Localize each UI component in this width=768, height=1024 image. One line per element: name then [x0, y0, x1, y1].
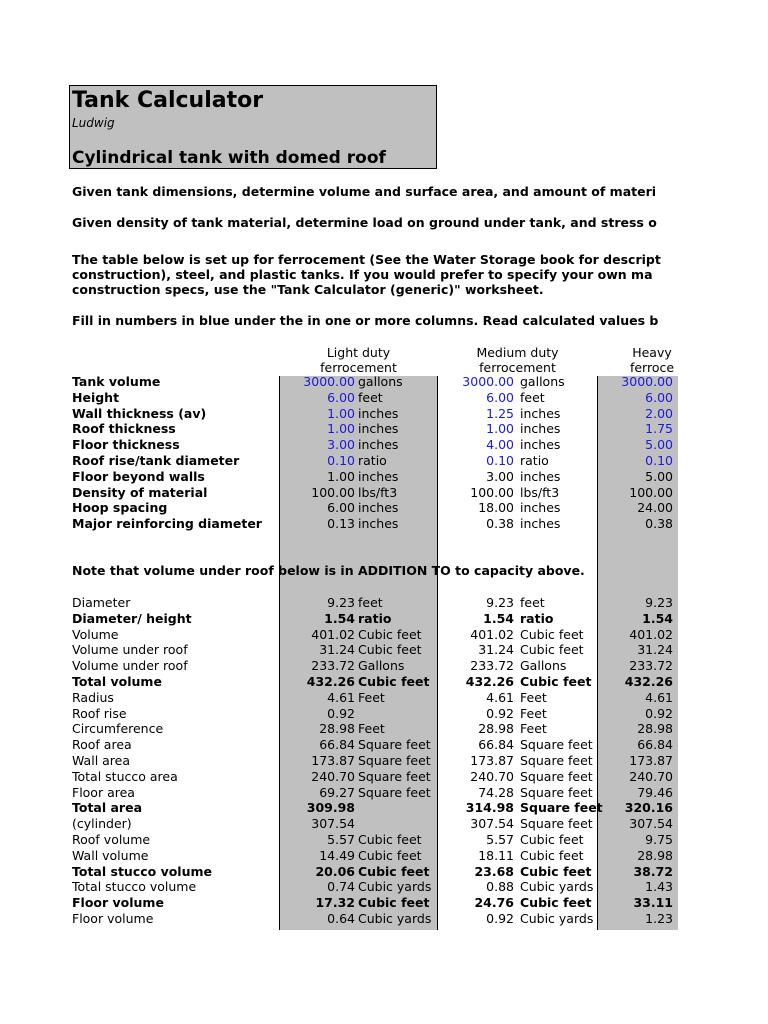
- input-row-density-of-material: [0, 485, 678, 501]
- row-label: Tank volume: [72, 374, 161, 389]
- cell-value: 307.54: [470, 816, 514, 832]
- cell-unit: Feet: [520, 689, 547, 705]
- title-block: [69, 85, 437, 169]
- row-label: Volume: [72, 626, 119, 642]
- output-row-floor-volume: [0, 911, 678, 927]
- cell-value: 28.98: [478, 721, 514, 737]
- cell-unit: Cubic feet: [358, 626, 422, 642]
- row-label: Floor thickness: [72, 437, 180, 453]
- cell-value[interactable]: 0.10: [486, 453, 514, 468]
- cell-value: 0.38: [486, 516, 514, 532]
- row-label: Total stucco area: [72, 768, 178, 784]
- cell-value[interactable]: 6.00: [327, 389, 355, 405]
- row-label: Roof rise: [72, 705, 127, 721]
- cell-value: 173.87: [470, 753, 514, 768]
- cell-value: 28.98: [637, 847, 673, 863]
- cell-unit: inches: [358, 516, 399, 532]
- description-table-line2: construction), steel, and plastic tanks. If you would prefer to specify your own ma: [72, 267, 653, 282]
- row-label: Total stucco volume: [72, 879, 197, 895]
- row-label: Density of material: [72, 484, 208, 500]
- cell-unit: inches: [520, 405, 561, 421]
- cell-value: 9.75: [645, 832, 673, 847]
- cell-value: 1.54: [324, 610, 355, 626]
- column-header-light-duty: Light duty ferrocement: [320, 345, 397, 375]
- cell-unit: Square feet: [520, 768, 593, 784]
- cell-value: 100.00: [311, 484, 355, 500]
- cell-value[interactable]: 2.00: [645, 405, 673, 421]
- cell-value: 24.76: [474, 895, 514, 911]
- cell-unit: Cubic feet: [358, 895, 430, 911]
- row-label: Floor area: [72, 784, 135, 800]
- cell-value: 9.23: [486, 595, 514, 610]
- cell-unit: Cubic feet: [520, 674, 592, 689]
- cell-unit: feet: [358, 389, 383, 405]
- row-label: Floor volume: [72, 895, 164, 911]
- cell-value: 320.16: [624, 800, 673, 816]
- row-label: Floor beyond walls: [72, 468, 205, 484]
- output-row-roof-area: [0, 737, 678, 753]
- cell-unit: Cubic feet: [520, 832, 584, 847]
- output-row-radius: [0, 690, 678, 706]
- cell-unit: Square feet: [358, 768, 431, 784]
- cell-unit: Feet: [520, 721, 547, 737]
- column-header-heavy-duty: Heavy ferroce: [629, 345, 675, 375]
- output-row-total-stucco-area: [0, 769, 678, 785]
- row-label: Volume under roof: [72, 658, 188, 674]
- cell-unit: Feet: [358, 689, 385, 705]
- cell-unit: Cubic yards: [520, 879, 594, 895]
- cell-value: 1.54: [642, 610, 673, 626]
- output-row-cylinder: [0, 816, 678, 832]
- input-row-tank-volume: [0, 374, 678, 390]
- cell-value: 314.98: [465, 800, 514, 816]
- instructions: Fill in numbers in blue under the in one or more columns. Read calculated values b: [72, 313, 659, 328]
- cell-unit: Square feet: [358, 737, 431, 753]
- cell-value: 79.46: [637, 784, 673, 800]
- cell-unit: ratio: [358, 453, 387, 468]
- row-label: Wall thickness (av): [72, 405, 207, 421]
- cell-unit: Cubic feet: [358, 847, 422, 863]
- cell-value: 0.92: [486, 705, 514, 721]
- cell-value[interactable]: 3000.00: [462, 374, 514, 389]
- cell-value: 66.84: [319, 737, 355, 753]
- output-row-total-stucco-volume: [0, 864, 678, 880]
- output-row-floor-volume: [0, 895, 678, 911]
- cell-value: 31.24: [478, 642, 514, 658]
- row-label: Major reinforcing diameter: [72, 516, 262, 532]
- note-text: Note that volume under roof below is in ADDITION TO to capacity above.: [72, 563, 585, 578]
- cell-value: 5.57: [327, 832, 355, 847]
- output-row-total-volume: [0, 674, 678, 690]
- cell-unit: inches: [520, 468, 561, 484]
- row-label: Diameter: [72, 595, 131, 610]
- cell-value[interactable]: 3.00: [327, 437, 355, 453]
- cell-value: 18.00: [478, 500, 514, 516]
- row-label: Roof area: [72, 737, 132, 753]
- cell-value: 0.88: [486, 879, 514, 895]
- row-label: Total stucco volume: [72, 863, 212, 879]
- output-row-volume: [0, 627, 678, 643]
- cell-unit: inches: [358, 468, 399, 484]
- cell-value: 66.84: [478, 737, 514, 753]
- output-row-roof-rise: [0, 706, 678, 722]
- cell-value[interactable]: 1.00: [486, 421, 514, 437]
- cell-value: 28.98: [319, 721, 355, 737]
- row-label: Height: [72, 389, 120, 405]
- cell-unit: inches: [520, 516, 561, 532]
- row-label: Wall area: [72, 753, 131, 768]
- cell-value[interactable]: 5.00: [645, 437, 673, 453]
- cell-value: 432.26: [624, 674, 673, 689]
- cell-value: 20.06: [315, 863, 355, 879]
- cell-value: 432.26: [306, 674, 355, 689]
- row-label: (cylinder): [72, 816, 132, 832]
- row-label: Total volume: [72, 674, 162, 689]
- cell-value[interactable]: 1.25: [486, 405, 514, 421]
- cell-value: 3.00: [486, 468, 514, 484]
- row-label: Roof volume: [72, 832, 151, 847]
- cell-value[interactable]: 3000.00: [303, 374, 355, 389]
- cell-value: 33.11: [633, 895, 673, 911]
- cell-unit: Square feet: [520, 753, 593, 768]
- output-row-total-stucco-volume: [0, 879, 678, 895]
- output-row-diameter-height: [0, 611, 678, 627]
- cell-value: 0.92: [327, 705, 355, 721]
- cell-value: 233.72: [629, 658, 673, 674]
- cell-value[interactable]: 4.00: [486, 437, 514, 453]
- row-label: Wall volume: [72, 847, 149, 863]
- input-row-major-reinforcing-diameter: [0, 516, 678, 532]
- cell-value: 173.87: [629, 753, 673, 768]
- cell-value: 6.00: [327, 500, 355, 516]
- cell-value: 69.27: [319, 784, 355, 800]
- cell-unit: Cubic feet: [520, 847, 584, 863]
- cell-value: 23.68: [474, 863, 514, 879]
- row-label: Hoop spacing: [72, 500, 168, 516]
- cell-unit: Gallons: [520, 658, 567, 674]
- cell-unit: gallons: [358, 374, 403, 389]
- cell-value: 307.54: [311, 816, 355, 832]
- cell-unit: Feet: [520, 705, 547, 721]
- cell-value: 5.00: [645, 468, 673, 484]
- cell-value: 66.84: [637, 737, 673, 753]
- cell-value: 233.72: [470, 658, 514, 674]
- cell-unit: Cubic feet: [520, 642, 584, 658]
- sheet-title: Tank Calculator: [72, 88, 264, 113]
- input-row-height: [0, 390, 678, 406]
- cell-value: 401.02: [311, 626, 355, 642]
- row-label: Radius: [72, 689, 114, 705]
- cell-value: 31.24: [319, 642, 355, 658]
- cell-value: 240.70: [629, 768, 673, 784]
- cell-unit: feet: [520, 389, 545, 405]
- cell-value: 4.61: [327, 689, 355, 705]
- cell-unit: inches: [520, 500, 561, 516]
- input-row-floor-beyond-walls: [0, 469, 678, 485]
- cell-value[interactable]: 1.00: [327, 421, 355, 437]
- cell-value: 401.02: [629, 626, 673, 642]
- row-label: Diameter/ height: [72, 610, 192, 626]
- row-label: Roof rise/tank diameter: [72, 453, 240, 468]
- cell-unit: Feet: [358, 721, 385, 737]
- cell-value: 18.11: [478, 847, 514, 863]
- cell-unit: Cubic feet: [358, 674, 430, 689]
- cell-unit: lbs/ft3: [358, 484, 398, 500]
- cell-unit: Square feet: [520, 800, 603, 816]
- cell-value[interactable]: 1.00: [327, 405, 355, 421]
- cell-value: 1.54: [483, 610, 514, 626]
- row-label: Roof thickness: [72, 421, 176, 437]
- description-table-line1: The table below is set up for ferrocement (See the Water Storage book for descript: [72, 252, 661, 267]
- cell-unit: Square feet: [358, 753, 431, 768]
- cell-unit: gallons: [520, 374, 565, 389]
- cell-unit: lbs/ft3: [520, 484, 560, 500]
- cell-value: 0.92: [486, 911, 514, 926]
- cell-value: 173.87: [311, 753, 355, 768]
- cell-value: 74.28: [478, 784, 514, 800]
- cell-unit: Cubic yards: [358, 911, 432, 926]
- output-row-floor-area: [0, 785, 678, 801]
- cell-value: 307.54: [629, 816, 673, 832]
- cell-unit: inches: [358, 421, 399, 437]
- cell-value: 24.00: [637, 500, 673, 516]
- cell-unit: inches: [520, 421, 561, 437]
- cell-value: 0.74: [327, 879, 355, 895]
- input-row-wall-thickness-av: [0, 406, 678, 422]
- cell-value: 9.23: [327, 595, 355, 610]
- cell-unit: Cubic yards: [520, 911, 594, 926]
- cell-unit: Cubic feet: [520, 895, 592, 911]
- cell-value[interactable]: 0.10: [645, 453, 673, 468]
- cell-value[interactable]: 6.00: [645, 389, 673, 405]
- cell-value: 9.23: [645, 595, 673, 610]
- cell-value: 14.49: [319, 847, 355, 863]
- cell-unit: inches: [358, 437, 399, 453]
- cell-unit: Square feet: [520, 784, 593, 800]
- input-row-hoop-spacing: [0, 500, 678, 516]
- cell-unit: inches: [520, 437, 561, 453]
- cell-unit: feet: [520, 595, 545, 610]
- cell-value: 1.23: [645, 911, 673, 926]
- cell-value: 309.98: [306, 800, 355, 816]
- cell-unit: Gallons: [358, 658, 405, 674]
- cell-value: 5.57: [486, 832, 514, 847]
- cell-value: 240.70: [470, 768, 514, 784]
- cell-value: 1.00: [327, 468, 355, 484]
- description-volume: Given tank dimensions, determine volume and surface area, and amount of materi: [72, 184, 657, 199]
- cell-value[interactable]: 1.75: [645, 421, 673, 437]
- cell-value: 38.72: [633, 863, 673, 879]
- cell-unit: ratio: [520, 610, 554, 626]
- cell-value: 100.00: [629, 484, 673, 500]
- input-row-floor-thickness: [0, 437, 678, 453]
- row-label: Volume under roof: [72, 642, 188, 658]
- cell-value: 0.64: [327, 911, 355, 926]
- cell-value: 100.00: [470, 484, 514, 500]
- cell-value: 233.72: [311, 658, 355, 674]
- output-row-total-area: [0, 800, 678, 816]
- description-table-line3: construction specs, use the "Tank Calculator (generic)" worksheet.: [72, 282, 544, 297]
- output-row-circumference: [0, 721, 678, 737]
- cell-value: 0.92: [645, 705, 673, 721]
- output-row-diameter: [0, 595, 678, 611]
- cell-value: 4.61: [486, 689, 514, 705]
- cell-value: 401.02: [470, 626, 514, 642]
- cell-value: 4.61: [645, 689, 673, 705]
- cell-unit: Cubic feet: [358, 863, 430, 879]
- cell-unit: ratio: [358, 610, 392, 626]
- cell-unit: Cubic feet: [358, 832, 422, 847]
- cell-unit: Cubic feet: [520, 863, 592, 879]
- output-row-wall-area: [0, 753, 678, 769]
- cell-value: 17.32: [315, 895, 355, 911]
- cell-value: 1.43: [645, 879, 673, 895]
- cell-unit: inches: [358, 405, 399, 421]
- cell-unit: Cubic feet: [358, 642, 422, 658]
- cell-value[interactable]: 3000.00: [621, 374, 673, 389]
- input-row-roof-rise-tank-diameter: [0, 453, 678, 469]
- cell-value: 432.26: [465, 674, 514, 689]
- cell-value: 31.24: [637, 642, 673, 658]
- cell-value: 240.70: [311, 768, 355, 784]
- cell-unit: Cubic feet: [520, 626, 584, 642]
- cell-value[interactable]: 6.00: [486, 389, 514, 405]
- cell-unit: inches: [358, 500, 399, 516]
- output-row-roof-volume: [0, 832, 678, 848]
- author: Ludwig: [72, 116, 115, 130]
- column-header-medium-duty: Medium duty ferrocement: [476, 345, 559, 375]
- row-label: Total area: [72, 800, 143, 816]
- row-label: Floor volume: [72, 911, 154, 926]
- output-row-wall-volume: [0, 848, 678, 864]
- cell-unit: Square feet: [520, 816, 593, 832]
- input-row-roof-thickness: [0, 421, 678, 437]
- cell-unit: Square feet: [520, 737, 593, 753]
- cell-unit: ratio: [520, 453, 549, 468]
- output-row-volume-under-roof: [0, 658, 678, 674]
- cell-value: 0.38: [645, 516, 673, 532]
- cell-value: 0.13: [327, 516, 355, 532]
- cell-unit: Square feet: [358, 784, 431, 800]
- sheet-subtitle: Cylindrical tank with domed roof: [72, 148, 386, 168]
- cell-unit: feet: [358, 595, 383, 610]
- row-label: Circumference: [72, 721, 164, 737]
- cell-value: 28.98: [637, 721, 673, 737]
- cell-value[interactable]: 0.10: [327, 453, 355, 468]
- cell-unit: Cubic yards: [358, 879, 432, 895]
- description-density: Given density of tank material, determine load on ground under tank, and stress o: [72, 215, 657, 230]
- output-row-volume-under-roof: [0, 642, 678, 658]
